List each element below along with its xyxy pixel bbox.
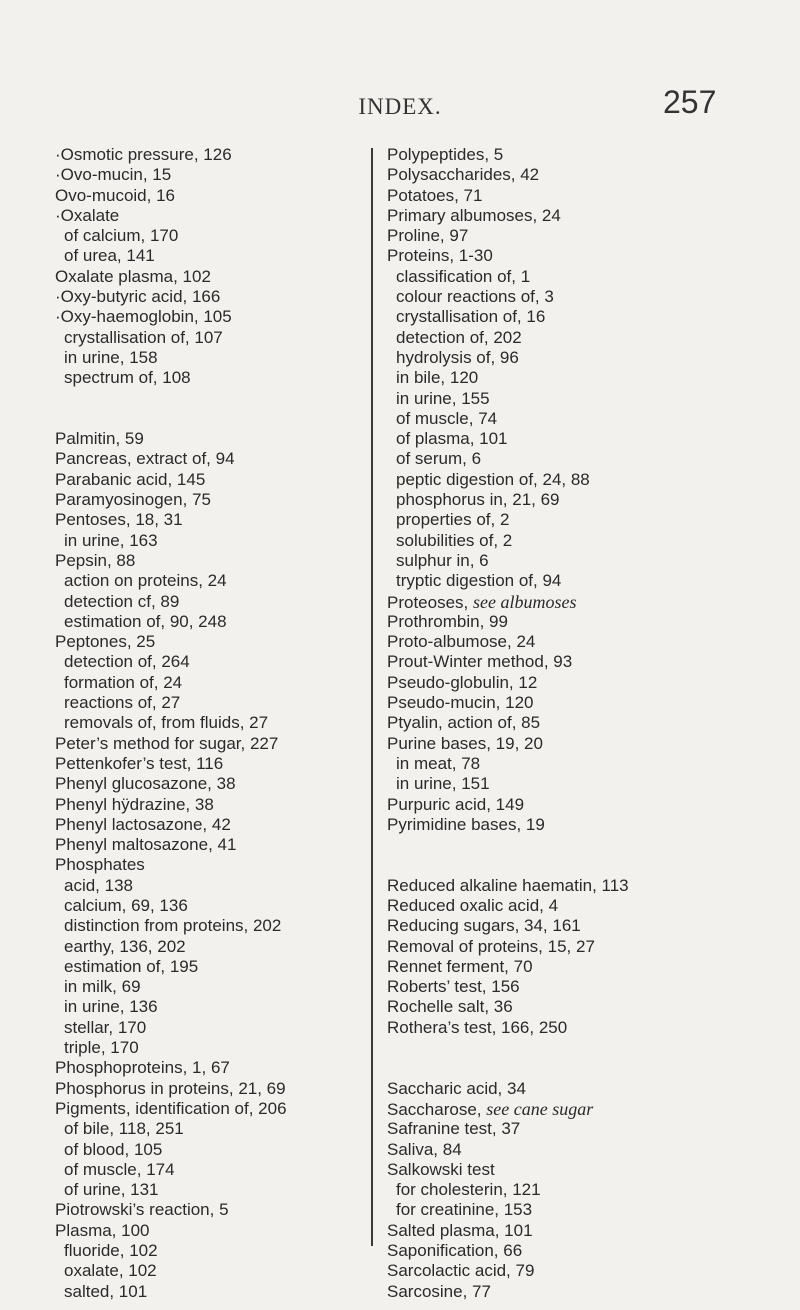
index-subentry [55,876,370,896]
entry-text: Saliva, 84 [387,1139,462,1159]
index-subentry [55,368,370,388]
entry-text: spectrum of, 108 [64,368,191,388]
entry-text: detection of, 202 [396,327,522,347]
index-entry [55,1099,370,1119]
index-subentry [55,328,370,348]
index-entry [55,307,370,327]
index-subentry [55,1038,370,1058]
index-entry [387,632,797,652]
index-subentry [55,977,370,997]
entry-text: Proteins, 1-30 [387,246,493,266]
index-subentry [387,267,797,287]
entry-text: Paramyosinogen, 75 [55,490,211,510]
index-entry [55,206,370,226]
entry-text: estimation of, 195 [64,956,199,976]
index-entry [55,186,370,206]
index-entry [55,632,370,652]
entry-text: of calcium, 170 [64,226,179,246]
entry-text: estimation of, 90, 248 [64,611,227,631]
entry-text: crystallisation of, 107 [64,327,223,347]
index-entry [55,855,370,875]
entry-text: Potatoes, 71 [387,185,483,205]
entry-text: Primary albumoses, 24 [387,205,561,225]
index-entry [55,1200,370,1220]
entry-text: Rothera’s test, 166, 250 [387,1017,568,1037]
index-entry [55,267,370,287]
entry-text: for creatinine, 153 [396,1200,533,1220]
entry-text: Pseudo-globulin, 12 [387,672,538,692]
index-entry [55,1058,370,1078]
entry-text: ·Oxy-butyric acid, 166 [55,287,221,307]
index-subentry [387,429,797,449]
entry-text: Palmitin, 59 [55,429,144,449]
entry-text: Phosphates [55,855,145,875]
index-entry [387,592,797,612]
index-subentry [55,937,370,957]
entry-text: Phenyl hÿdrazine, 38 [55,794,214,814]
index-entry [387,145,797,165]
entry-text: Ovo-mucoid, 16 [55,185,175,205]
entry-text: of muscle, 174 [64,1159,175,1179]
index-subentry [55,1160,370,1180]
entry-text: formation of, 24 [64,672,183,692]
index-entry [387,916,797,936]
index-subentry [55,348,370,368]
index-entry [387,997,797,1017]
index-subentry [55,226,370,246]
index-subentry [55,1241,370,1261]
index-subentry [387,510,797,530]
entry-text: for cholesterin, 121 [396,1180,541,1200]
index-entry [55,165,370,185]
index-entry [55,287,370,307]
entry-text: Sarcosine, 77 [387,1281,491,1301]
index-entry [387,1018,797,1038]
index-entry [387,876,797,896]
entry-text: in bile, 120 [396,368,479,388]
index-subentry [387,490,797,510]
index-subentry [55,997,370,1017]
index-entry [55,795,370,815]
entry-text: Purine bases, 19, 20 [387,733,543,753]
entry-text: Peter’s method for sugar, 227 [55,733,279,753]
entry-text: ·Oxalate [55,205,120,225]
entry-text: in urine, 151 [396,774,490,794]
index-subentry [387,774,797,794]
index-group [55,429,370,1302]
index-entry [387,713,797,733]
index-subentry [387,389,797,409]
entry-text: in milk, 69 [64,977,141,997]
index-subentry [387,449,797,469]
index-entry [387,673,797,693]
index-entry [387,612,797,632]
index-entry [55,754,370,774]
entry-text: hydrolysis of, 96 [396,347,519,367]
entry-text: of blood, 105 [64,1139,163,1159]
index-subentry [387,328,797,348]
entry-text: Proline, 97 [387,226,469,246]
entry-text: Oxalate plasma, 102 [55,266,211,286]
entry-text: removals of, from fluids, 27 [64,713,269,733]
index-entry [55,510,370,530]
index-subentry [387,571,797,591]
entry-text: calcium, 69, 136 [64,895,188,915]
entry-text: Pseudo-mucin, 120 [387,693,534,713]
entry-text: Pyrimidine bases, 19 [387,814,545,834]
index-entry [387,957,797,977]
index-subentry [55,1119,370,1139]
page-number: 257 [663,84,717,120]
index-subentry [55,1261,370,1281]
index-entry [387,977,797,997]
group-spacer [387,1038,797,1079]
entry-text: colour reactions of, 3 [396,287,554,307]
index-subentry [55,673,370,693]
entry-text: Phenyl glucosazone, 38 [55,774,236,794]
index-entry [55,774,370,794]
entry-text: Pancreas, extract of, 94 [55,449,235,469]
entry-text: action on proteins, 24 [64,571,227,591]
index-subentry [55,957,370,977]
index-subentry [55,531,370,551]
index-entry [387,165,797,185]
index-entry [387,693,797,713]
index-entry [387,795,797,815]
index-entry [55,551,370,571]
index-entry [387,896,797,916]
entry-text: of urea, 141 [64,246,155,266]
entry-text: Proteoses, [387,592,473,612]
entry-text: Prout-Winter method, 93 [387,652,573,672]
index-subentry [387,551,797,571]
entry-text: Purpuric acid, 149 [387,794,525,814]
index-subentry [55,693,370,713]
entry-text: oxalate, 102 [64,1261,157,1281]
entry-text: ·Ovo-mucin, 15 [55,165,172,185]
entry-text: Parabanic acid, 145 [55,469,206,489]
entry-text: Prothrombin, 99 [387,611,508,631]
index-subentry [55,652,370,672]
index-subentry [55,713,370,733]
entry-text: of serum, 6 [396,449,482,469]
entry-text: fluoride, 102 [64,1241,158,1261]
index-entry [55,145,370,165]
entry-text: triple, 170 [64,1038,139,1058]
index-subentry [387,1200,797,1220]
index-subentry [387,1180,797,1200]
entry-text: Removal of proteins, 15, 27 [387,936,595,956]
group-spacer [55,389,370,430]
index-subentry [387,368,797,388]
entry-text: of muscle, 74 [396,408,498,428]
index-group [387,1079,797,1302]
entry-text: Reduced alkaline haematin, 113 [387,875,629,895]
index-entry [55,1079,370,1099]
index-subentry [55,1018,370,1038]
entry-text: ·Oxy-haemoglobin, 105 [55,307,232,327]
entry-text: of urine, 131 [64,1180,159,1200]
entry-text: Reduced oxalic acid, 4 [387,895,559,915]
index-subentry [55,1180,370,1200]
index-subentry [387,754,797,774]
entry-text: detection of, 264 [64,652,190,672]
index-entry [387,1282,797,1302]
index-column-left [55,145,370,1302]
cross-reference: see albumoses [473,591,577,612]
entry-text: Pigments, identification of, 206 [55,1098,287,1118]
index-column-right [387,145,797,1302]
index-subentry [55,592,370,612]
entry-text: Polypeptides, 5 [387,145,504,164]
index-entry [387,226,797,246]
page-title: INDEX. [358,94,442,119]
entry-text: earthy, 136, 202 [64,936,186,956]
index-entry [387,1119,797,1139]
entry-text: of bile, 118, 251 [64,1119,184,1139]
index-subentry [55,612,370,632]
entry-text: in urine, 136 [64,997,158,1017]
entry-text: crystallisation of, 16 [396,307,546,327]
entry-text: Salkowski test [387,1159,495,1179]
entry-text: in urine, 158 [64,347,158,367]
entry-text: Saponification, 66 [387,1241,523,1261]
entry-text: Roberts’ test, 156 [387,977,520,997]
entry-text: distinction from proteins, 202 [64,916,282,936]
entry-text: Phosphorus in proteins, 21, 69 [55,1078,286,1098]
entry-text: acid, 138 [64,875,133,895]
cross-reference: see cane sugar [486,1098,594,1119]
index-entry [55,490,370,510]
entry-text: Polysaccharides, 42 [387,165,540,185]
index-entry [55,734,370,754]
entry-text: Proto-albumose, 24 [387,632,536,652]
entry-text: Salted plasma, 101 [387,1220,533,1240]
entry-text: Rochelle salt, 36 [387,997,513,1017]
index-entry [387,652,797,672]
index-entry [55,470,370,490]
entry-text: Phosphoproteins, 1, 67 [55,1058,230,1078]
index-entry [387,1261,797,1281]
entry-text: Piotrowski’s reaction, 5 [55,1200,229,1220]
index-subentry [55,916,370,936]
entry-text: Pettenkofer’s test, 116 [55,753,224,773]
index-entry [387,1140,797,1160]
index-subentry [55,1282,370,1302]
index-entry [387,246,797,266]
index-entry [55,449,370,469]
entry-text: Pentoses, 18, 31 [55,510,183,530]
index-subentry [387,287,797,307]
entry-text: Phenyl lactosazone, 42 [55,814,231,834]
index-entry [387,1160,797,1180]
entry-text: Phenyl maltosazone, 41 [55,835,237,855]
column-divider [371,148,373,1246]
entry-text: peptic digestion of, 24, 88 [396,469,590,489]
index-entry [387,1221,797,1241]
entry-text: Rennet ferment, 70 [387,956,533,976]
entry-text: classification of, 1 [396,266,531,286]
entry-text: detection cf, 89 [64,591,180,611]
entry-text: Plasma, 100 [55,1220,150,1240]
index-entry [387,734,797,754]
index-subentry [387,307,797,327]
index-group [55,145,370,389]
index-subentry [55,571,370,591]
index-entry [387,937,797,957]
entry-text: solubilities of, 2 [396,530,513,550]
entry-text: phosphorus in, 21, 69 [396,490,560,510]
index-entry [55,815,370,835]
entry-text: Ptyalin, action of, 85 [387,713,541,733]
group-spacer [387,835,797,876]
index-subentry [387,409,797,429]
entry-text: in urine, 163 [64,530,158,550]
entry-text: stellar, 170 [64,1017,147,1037]
index-entry [387,1079,797,1099]
index-entry [55,429,370,449]
entry-text: of plasma, 101 [396,429,508,449]
entry-text: in meat, 78 [396,753,481,773]
entry-text: salted, 101 [64,1281,148,1301]
index-subentry [387,531,797,551]
index-group [387,876,797,1038]
entry-text: Peptones, 25 [55,632,156,652]
index-subentry [55,1140,370,1160]
index-entry [55,1221,370,1241]
index-entry [387,1241,797,1261]
entry-text: Reducing sugars, 34, 161 [387,916,581,936]
entry-text: Saccharose, [387,1099,487,1119]
index-entry [387,206,797,226]
index-subentry [387,470,797,490]
entry-text: ·Osmotic pressure, 126 [55,145,232,164]
entry-text: reactions of, 27 [64,693,181,713]
index-group [387,145,797,835]
index-entry [387,815,797,835]
entry-text: tryptic digestion of, 94 [396,571,562,591]
index-subentry [55,246,370,266]
entry-text: in urine, 155 [396,388,490,408]
entry-text: Sarcolactic acid, 79 [387,1261,535,1281]
entry-text: Pepsin, 88 [55,550,136,570]
index-subentry [387,348,797,368]
entry-text: Saccharic acid, 34 [387,1078,526,1098]
entry-text: properties of, 2 [396,510,510,530]
index-subentry [55,896,370,916]
entry-text: Safranine test, 37 [387,1119,521,1139]
index-entry [387,1099,797,1119]
entry-text: sulphur in, 6 [396,550,489,570]
index-entry [387,186,797,206]
index-entry [55,835,370,855]
